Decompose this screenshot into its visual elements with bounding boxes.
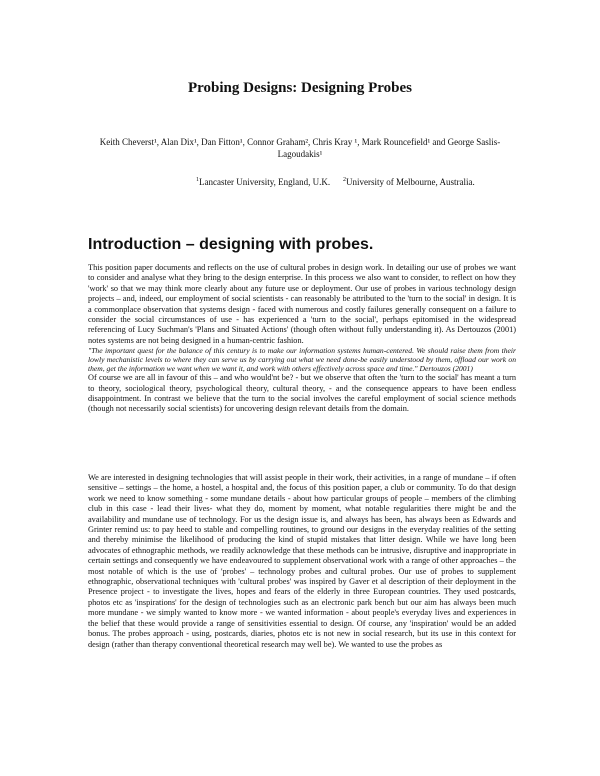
second-paragraph: We are interested in designing technologies that will assist people in their work, their activities, in a range of mundane – if often sensitive – settings – the home, a hostel, a hospital and, the focus of this position paper, a club or community. To do that design work we need to know something - some mundane details - about how particular groups of people – members of the climbing club in this case - lead their lives- what they do, moment by moment, what notable regularities there might be and the availability and mundane use of technology. For us the design issue is, and always has been, has always been as Edwards and Grinter remind us: to pay heed to stable and compelling routines, to ground our designs in the everyday realities of the setting and thereby minimise the likelihood of producing the kind of stupid mistakes that litter design. While we have long been advocates of ethnographic methods, we readily acknowledge that these methods can be intrusive, disruptive and inappropriate in certain settings and consequently we have endeavoured to supplement observational work with a range of other approaches – the most notable of which is the use of 'probes' – technology probes and cultural probes. Our use of probes to supplement ethnographic, observational techniques with 'cultural probes' was inspired by Gaver et al description of their deployment in the Presence project - to investigate the lives, hopes and fears of the elderly in three European countries. They used postcards, photos etc as 'inspirations' for the design of technologies such as an electronic park bench but our aim has always been much more mundane - we simply wanted to know more - we wanted information - about people's everyday lives and experiences in the belief that these would provide a range of sensitivities essential to design. Of course, any 'inspiration' would be an added bonus. The probes approach - using, postcards, diaries, photos etc is not new in social research, but its use in this context for design (rather than therapy conventional theoretical research may well be). We wanted to use the probes as xyxy=(88,473,516,649)
section-heading: Introduction – designing with probes. xyxy=(88,236,374,253)
affiliation-marker: 1 xyxy=(196,177,199,183)
paper-title: Probing Designs: Designing Probes xyxy=(187,80,413,96)
second-block xyxy=(88,473,516,650)
author-list: Keith Cheverst¹, Alan Dix¹, Dan Fitton¹, Connor Graham², Chris Kray ¹, Mark Rouncefield¹ and George Saslis-Lagoudakis¹ xyxy=(99,137,501,159)
affiliation-text: University of Melbourne, Australia. xyxy=(346,177,475,187)
affiliation-lancaster xyxy=(196,177,330,187)
dertouzos-quote: "The important quest for the balance of this century is to make our information systems human-centered. We should raise them from their lowly mechanistic levels to where they can serve us by carrying out what we need done-be easily understood by them, offload our work on them, get the information we want when we want it, and work with others effectively across space and time." Dertouzos (2001) xyxy=(88,346,516,374)
intro-paragraph: This position paper documents and reflects on the use of cultural probes in design work. In detailing our use of probes we want to consider and analyse what they bring to the design enterprise. In this process we also want to consider, to reflect on how they 'work' so that we may think more clearly about any future use or deployment. Our use of probes in various technology design projects – and, indeed, our employment of social scientists - can reasonably be attributed to the 'turn to the social' in design. It is a commonplace observation that systems design - faced with numerous and costly failures generally consequent on a failure to consider the social circumstances of use - has experienced a 'turn to the social', perhaps epitomised in the widespread referencing of Lucy Suchman's 'Plans and Situated Actions' (though often without fully understanding it). As Dertouzos (2001) notes systems are not being designed in a human-centric fashion. xyxy=(88,263,516,345)
affiliation-text: Lancaster University, England, U.K. xyxy=(199,177,331,187)
affiliation-marker: 2 xyxy=(343,177,346,183)
after-quote-paragraph: Of course we are all in favour of this – and who would'nt be? - but we observe that often the 'turn to the social' has meant a turn to theory, sociological theory, psychological theory, cultural theory, - and the consequence appears to have been endless disappointment. In contrast we believe that the turn to the social involves the careful employment of social science methods (though not necessarily social scientists) for uncovering design relevant details from the domain. xyxy=(88,373,516,414)
affiliation-melbourne xyxy=(343,177,475,187)
intro-block xyxy=(88,263,516,415)
